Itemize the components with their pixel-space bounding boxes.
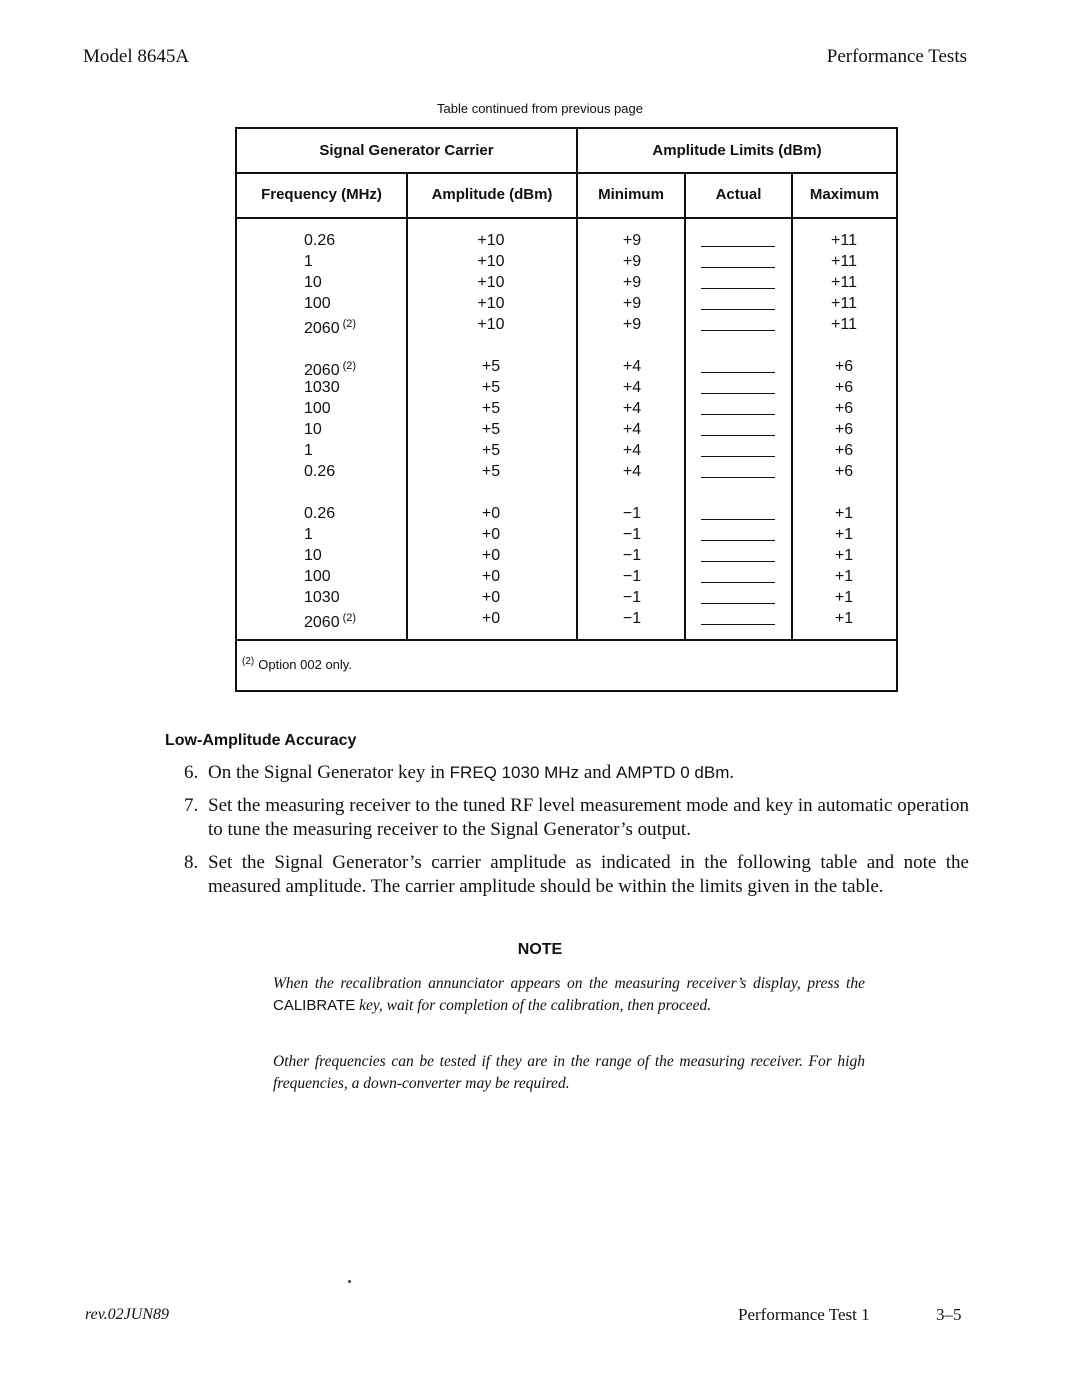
table-cell	[809, 440, 879, 461]
group-header-carrier: Signal Generator Carrier	[319, 142, 494, 159]
cell-value: +11	[831, 295, 857, 312]
table-cell	[456, 314, 526, 335]
footnote-marker: (2)	[242, 656, 255, 667]
cell-value: +0	[481, 505, 501, 522]
actual-entry-blank	[701, 377, 775, 398]
note-text: key, wait for completion of the calibration, then proceed.	[355, 997, 712, 1014]
actual-entry-blank	[701, 419, 775, 440]
actual-entry-blank	[701, 440, 775, 461]
row-group	[304, 503, 356, 629]
frequency-column	[304, 230, 356, 629]
actual-entry-blank	[701, 545, 775, 566]
cell-value: +5	[481, 421, 501, 438]
cell-value: +4	[622, 421, 642, 438]
cell-value: +4	[622, 442, 642, 459]
step-text: Set the measuring receiver to the tuned RF level measurement mode and key in automatic operation to tune the measuring receiver to the Signal Generator’s output.	[208, 795, 969, 840]
cell-value: 1	[304, 253, 313, 270]
table-rule	[237, 217, 896, 219]
table-cell	[456, 230, 526, 251]
table-rule	[237, 172, 896, 174]
table-cell	[304, 608, 356, 629]
cell-value: +1	[834, 505, 854, 522]
table-cell	[456, 377, 526, 398]
amplitude-table	[235, 127, 898, 692]
step-6	[184, 761, 969, 785]
col-header-actual: Actual	[715, 186, 762, 203]
table-cell	[597, 272, 667, 293]
table-cell	[597, 314, 667, 335]
cell-value: +6	[834, 358, 854, 375]
table-cell	[597, 293, 667, 314]
cell-value: +4	[622, 400, 642, 417]
footer-revision: rev.02JUN89	[85, 1306, 169, 1323]
scan-speck	[348, 1280, 351, 1283]
step-number: 7.	[184, 795, 199, 816]
note-text: When the recalibration annunciator appears on the measuring receiver’s display, press the	[273, 975, 865, 992]
actual-entry-blank	[701, 503, 775, 524]
cell-value: +0	[481, 568, 501, 585]
cell-value: +0	[481, 547, 501, 564]
cell-value: +4	[622, 358, 642, 375]
table-cell	[304, 440, 356, 461]
cell-value: −1	[622, 610, 642, 627]
row-group	[809, 230, 879, 335]
cell-value: −1	[622, 547, 642, 564]
cell-value: 0.26	[304, 505, 336, 522]
table-cell	[809, 272, 879, 293]
table-cell	[456, 251, 526, 272]
table-cell	[304, 545, 356, 566]
table-cell	[304, 230, 356, 251]
cell-value: +6	[834, 463, 854, 480]
table-cell	[456, 419, 526, 440]
row-group	[701, 230, 775, 335]
page-number: 3–5	[936, 1305, 962, 1324]
cell-value: 1	[304, 442, 313, 459]
section-title: Low-Amplitude Accuracy	[165, 732, 357, 749]
table-footnote	[242, 656, 352, 672]
table-cell	[456, 524, 526, 545]
footer-section: Performance Test 1	[738, 1305, 870, 1324]
cell-value: +1	[834, 526, 854, 543]
row-group	[701, 356, 775, 482]
row-group	[304, 230, 356, 335]
group-header-limits: Amplitude Limits (dBm)	[652, 142, 822, 159]
footnote-text: Option 002 only.	[258, 657, 352, 672]
amplitude-column	[456, 230, 526, 629]
step-number: 6.	[184, 762, 199, 783]
table-cell	[456, 272, 526, 293]
note-title: NOTE	[517, 941, 563, 958]
actual-entry-blank	[701, 251, 775, 272]
table-cell	[456, 293, 526, 314]
table-cell	[304, 461, 356, 482]
table-cell	[809, 524, 879, 545]
maximum-column	[809, 230, 879, 629]
cell-value: +6	[834, 442, 854, 459]
cell-value: +6	[834, 400, 854, 417]
key-sequence: AMPTD 0 dBm	[616, 763, 730, 782]
actual-entry-blank	[701, 272, 775, 293]
cell-value: +1	[834, 589, 854, 606]
table-cell	[809, 587, 879, 608]
cell-value: +0	[481, 610, 501, 627]
table-cell	[597, 524, 667, 545]
table-cell	[597, 503, 667, 524]
cell-value: 0.26	[304, 232, 336, 249]
table-cell	[304, 356, 356, 377]
table-cell	[809, 251, 879, 272]
actual-entry-blank	[701, 314, 775, 335]
actual-entry-blank	[701, 398, 775, 419]
table-cell	[809, 461, 879, 482]
footnote-ref: (2)	[342, 318, 357, 330]
cell-value: +1	[834, 568, 854, 585]
cell-value: 2060	[304, 320, 340, 337]
cell-value: +9	[622, 295, 642, 312]
cell-value: −1	[622, 589, 642, 606]
cell-value: +1	[834, 610, 854, 627]
table-rule	[406, 172, 408, 639]
cell-value: +6	[834, 421, 854, 438]
minimum-column	[597, 230, 667, 629]
cell-value: 2060	[304, 614, 340, 631]
table-cell	[456, 461, 526, 482]
table-cell	[597, 461, 667, 482]
table-cell	[597, 230, 667, 251]
cell-value: +5	[481, 358, 501, 375]
cell-value: +11	[831, 274, 857, 291]
table-cell	[809, 419, 879, 440]
table-cell	[304, 272, 356, 293]
cell-value: +5	[481, 463, 501, 480]
step-text: On the Signal Generator key in	[208, 762, 450, 783]
table-cell	[304, 251, 356, 272]
table-cell	[597, 608, 667, 629]
table-cell	[456, 356, 526, 377]
table-cell	[456, 440, 526, 461]
table-cell	[304, 524, 356, 545]
step-8	[184, 851, 969, 899]
table-cell	[456, 587, 526, 608]
cell-value: 100	[304, 568, 331, 585]
footnote-ref: (2)	[342, 360, 357, 372]
key-sequence: FREQ 1030 MHz	[449, 763, 580, 782]
row-group	[701, 503, 775, 629]
table-cell	[597, 251, 667, 272]
cell-value: +4	[622, 379, 642, 396]
cell-value: 0.26	[304, 463, 336, 480]
cell-value: +10	[477, 232, 505, 249]
col-header-amplitude: Amplitude (dBm)	[431, 186, 553, 203]
table-caption: Table continued from previous page	[437, 101, 643, 116]
calibrate-key: CALIBRATE	[273, 997, 356, 1014]
cell-value: +4	[622, 463, 642, 480]
table-cell	[304, 587, 356, 608]
table-cell	[304, 419, 356, 440]
cell-value: +5	[481, 400, 501, 417]
cell-value: +5	[481, 379, 501, 396]
header-section: Performance Tests	[826, 46, 967, 67]
actual-entry-blank	[701, 230, 775, 251]
actual-column	[701, 230, 775, 629]
cell-value: +9	[622, 253, 642, 270]
table-cell	[456, 545, 526, 566]
header-model: Model 8645A	[83, 46, 190, 67]
table-cell	[809, 377, 879, 398]
cell-value: +10	[477, 316, 505, 333]
table-cell	[304, 293, 356, 314]
row-group	[456, 503, 526, 629]
actual-entry-blank	[701, 587, 775, 608]
cell-value: +11	[831, 253, 857, 270]
actual-entry-blank	[701, 461, 775, 482]
row-group	[597, 503, 667, 629]
cell-value: +10	[477, 253, 505, 270]
actual-entry-blank	[701, 293, 775, 314]
actual-entry-blank	[701, 356, 775, 377]
cell-value: 1030	[304, 379, 340, 396]
cell-value: +10	[477, 274, 505, 291]
table-cell	[809, 608, 879, 629]
col-header-maximum: Maximum	[809, 186, 880, 203]
actual-entry-blank	[701, 566, 775, 587]
table-cell	[456, 608, 526, 629]
row-group	[809, 503, 879, 629]
table-cell	[597, 377, 667, 398]
note-paragraph-2: Other frequencies can be tested if they are in the range of the measuring receiver. For high frequencies, a down-converter may be required.	[273, 1053, 865, 1092]
row-group	[597, 230, 667, 335]
cell-value: +1	[834, 547, 854, 564]
row-group	[809, 356, 879, 482]
table-cell	[304, 377, 356, 398]
col-header-minimum: Minimum	[598, 186, 664, 203]
cell-value: −1	[622, 505, 642, 522]
cell-value: −1	[622, 526, 642, 543]
cell-value: +9	[622, 274, 642, 291]
cell-value: +11	[831, 316, 857, 333]
table-cell	[597, 566, 667, 587]
cell-value: 10	[304, 274, 322, 291]
table-cell	[809, 356, 879, 377]
actual-entry-blank	[701, 608, 775, 629]
table-cell	[456, 398, 526, 419]
row-group	[304, 356, 356, 482]
table-cell	[809, 566, 879, 587]
step-number: 8.	[184, 852, 199, 873]
table-cell	[597, 398, 667, 419]
table-cell	[809, 230, 879, 251]
table-cell	[456, 503, 526, 524]
table-cell	[304, 566, 356, 587]
cell-value: +6	[834, 379, 854, 396]
cell-value: −1	[622, 568, 642, 585]
table-rule	[791, 172, 793, 639]
table-cell	[809, 314, 879, 335]
row-group	[456, 230, 526, 335]
col-header-frequency: Frequency (MHz)	[261, 186, 382, 203]
table-cell	[456, 566, 526, 587]
cell-value: +9	[622, 316, 642, 333]
note-paragraph-1	[273, 973, 865, 1017]
table-rule	[576, 129, 578, 639]
table-rule	[237, 639, 896, 641]
cell-value: +0	[481, 526, 501, 543]
cell-value: 1030	[304, 589, 340, 606]
table-cell	[809, 398, 879, 419]
step-text: Set the Signal Generator’s carrier amplitude as indicated in the following table and note the measured amplitude. The carrier amplitude should be within the limits given in the table.	[208, 852, 969, 897]
table-cell	[597, 545, 667, 566]
table-cell	[809, 293, 879, 314]
footnote-ref: (2)	[342, 612, 357, 624]
cell-value: +5	[481, 442, 501, 459]
row-group	[456, 356, 526, 482]
table-cell	[809, 503, 879, 524]
step-7	[184, 794, 969, 842]
cell-value: +11	[831, 232, 857, 249]
actual-entry-blank	[701, 524, 775, 545]
table-cell	[597, 419, 667, 440]
step-text: .	[729, 762, 735, 783]
cell-value: 2060	[304, 362, 340, 379]
cell-value: 10	[304, 547, 322, 564]
table-cell	[597, 587, 667, 608]
table-cell	[304, 398, 356, 419]
cell-value: +0	[481, 589, 501, 606]
table-rule	[684, 172, 686, 639]
cell-value: +10	[477, 295, 505, 312]
table-cell	[597, 356, 667, 377]
row-group	[597, 356, 667, 482]
cell-value: 10	[304, 421, 322, 438]
table-cell	[809, 545, 879, 566]
table-cell	[304, 314, 356, 335]
cell-value: 1	[304, 526, 313, 543]
cell-value: 100	[304, 295, 331, 312]
cell-value: +9	[622, 232, 642, 249]
table-cell	[597, 440, 667, 461]
step-text: and	[579, 762, 617, 783]
table-cell	[304, 503, 356, 524]
cell-value: 100	[304, 400, 331, 417]
